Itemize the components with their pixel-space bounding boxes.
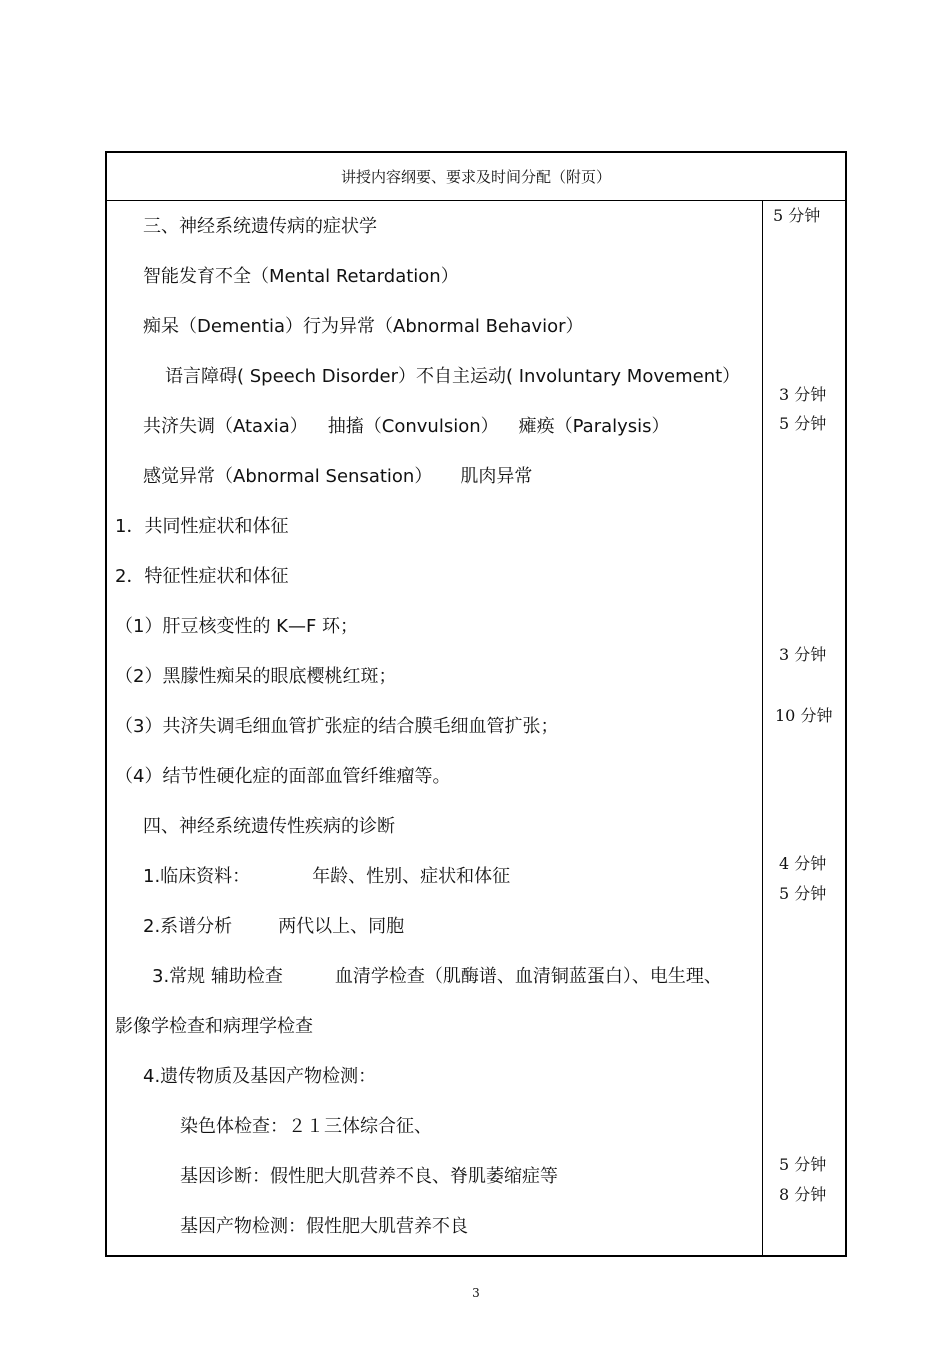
time-allocation: 4 分钟 — [779, 854, 827, 873]
section-heading-symptoms: 三、神经系统遗传病的症状学 — [143, 216, 377, 237]
page-number: 3 — [472, 1286, 480, 1300]
time-allocation: 10 分钟 — [775, 706, 833, 725]
content-line: 2．特征性症状和体征 — [115, 566, 289, 587]
content-line — [143, 415, 670, 439]
content-fragment: 1.临床资料： — [143, 866, 251, 887]
content-fragment: 感觉异常（Abnormal Sensation） — [143, 466, 433, 487]
time-allocation: 5 分钟 — [779, 1155, 827, 1174]
section-heading-diagnosis: 四、神经系统遗传性疾病的诊断 — [143, 816, 395, 837]
content-line — [143, 465, 532, 489]
content-line — [143, 865, 510, 889]
content-line: 1．共同性症状和体征 — [115, 516, 289, 537]
content-fragment: 瘫痪（Paralysis） — [518, 416, 670, 437]
content-line — [143, 915, 404, 939]
content-fragment: 3.常规 辅助检查 — [152, 966, 283, 987]
content-line: （3）共济失调毛细血管扩张症的结合膜毛细血管扩张； — [115, 716, 559, 737]
content-line: （1）肝豆核变性的 K—F 环； — [115, 616, 359, 637]
content-line: 基因诊断：假性肥大肌营养不良、脊肌萎缩症等 — [180, 1166, 558, 1187]
content-fragment: 年龄、性别、症状和体征 — [312, 866, 511, 887]
content-line: （4）结节性硬化症的面部血管纤维瘤等。 — [115, 766, 451, 787]
time-allocation: 5 分钟 — [773, 206, 821, 225]
content-line: （2）黑朦性痴呆的眼底樱桃红斑； — [115, 666, 397, 687]
content-line: 影像学检查和病理学检查 — [115, 1016, 313, 1037]
content-fragment: 共济失调（Ataxia） — [143, 416, 308, 437]
content-fragment: 两代以上、同胞 — [278, 916, 405, 937]
time-allocation: 5 分钟 — [779, 414, 827, 433]
content-line: 智能发育不全（Mental Retardation） — [143, 266, 459, 287]
content-line — [152, 965, 722, 989]
content-fragment: 血清学检查（肌酶谱、血清铜蓝蛋白）、电生理、 — [334, 966, 722, 987]
time-allocation: 5 分钟 — [779, 884, 827, 903]
content-line: 语言障碍( Speech Disorder）不自主运动( Involuntary Movement） — [165, 366, 741, 387]
time-allocation: 8 分钟 — [779, 1185, 827, 1204]
table-header-title: 讲授内容纲要、要求及时间分配（附页） — [340, 168, 611, 186]
column-divider — [762, 201, 763, 1255]
content-fragment: 肌肉异常 — [460, 466, 533, 487]
content-fragment: 抽搐（Convulsion） — [327, 416, 499, 437]
content-line: 痴呆（Dementia）行为异常（Abnormal Behavior） — [143, 316, 584, 337]
content-line: 4.遗传物质及基因产物检测： — [143, 1066, 377, 1087]
content-line: 基因产物检测：假性肥大肌营养不良 — [180, 1216, 468, 1237]
time-allocation: 3 分钟 — [779, 645, 827, 664]
table-header — [107, 153, 845, 201]
content-line: 染色体检查：２１三体综合征、 — [180, 1116, 432, 1137]
time-allocation: 3 分钟 — [779, 385, 827, 404]
content-fragment: 2.系谱分析 — [143, 916, 233, 937]
